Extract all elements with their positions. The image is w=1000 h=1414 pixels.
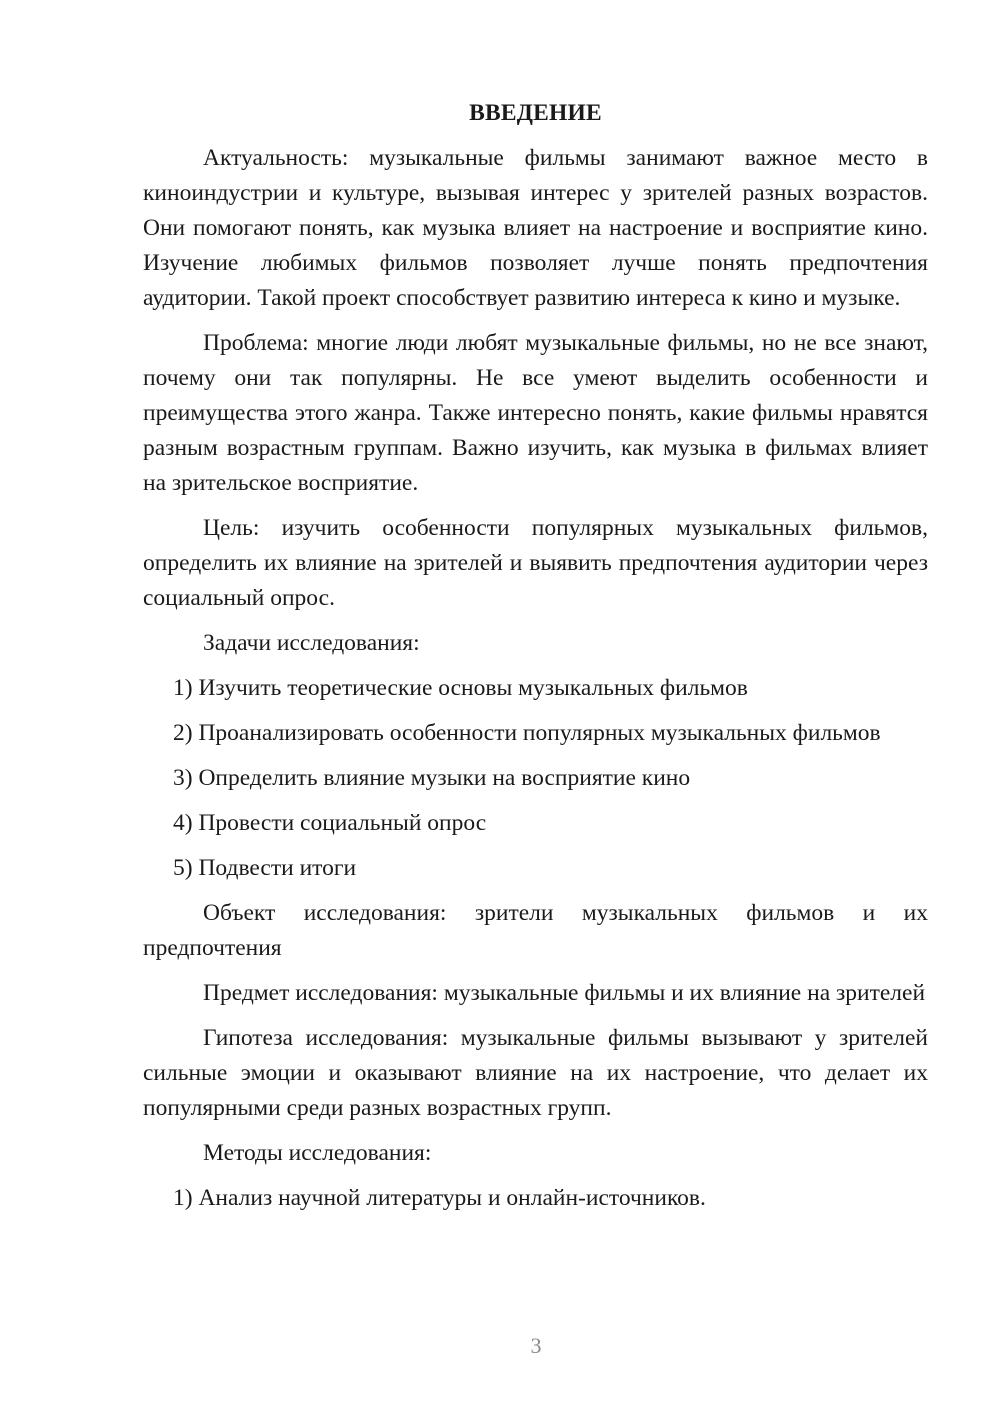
paragraph-relevance: Актуальность: музыкальные фильмы занимают важное место в киноиндустрии и культуре, вызывая интерес у зрителей разных возрастов. Они помогают понять, как музыка влияет на настроение и восприятие кино. Изучение любимых фильмов позволяет лучше понять предпочтения аудитории. Такой проект способствует развитию интереса к кино и музыке. <box>143 145 928 311</box>
tasks-heading: Задачи исследования: <box>203 630 420 656</box>
page-content <box>143 96 928 1226</box>
paragraph-subject: Предмет исследования: музыкальные фильмы и их влияние на зрителей <box>203 980 926 1006</box>
methods-heading: Методы исследования: <box>203 1140 432 1166</box>
page-number: 3 <box>530 1333 542 1358</box>
task-item-4: 4) Провести социальный опрос <box>173 810 487 836</box>
paragraph-problem: Проблема: многие люди любят музыкальные фильмы, но не все знают, почему они так популярны. Не все умеют выделить особенности и преимущества этого жанра. Также интересно понять, какие фильмы нравятся разным возрастным группам. Важно изучить, как музыка в фильмах влияет на зрительское восприятие. <box>143 330 928 496</box>
task-item-5: 5) Подвести итоги <box>173 855 357 881</box>
task-item-1: 1) Изучить теоретические основы музыкальных фильмов <box>173 675 748 701</box>
paragraph-hypothesis: Гипотеза исследования: музыкальные фильмы вызывают у зрителей сильные эмоции и оказывают влияние на их настроение, что делает их популярными среди разных возрастных групп. <box>143 1025 928 1121</box>
tasks-list <box>143 671 928 886</box>
paragraph-object: Объект исследования: зрители музыкальных фильмов и их предпочтения <box>143 900 928 961</box>
paragraph-goal: Цель: изучить особенности популярных музыкальных фильмов, определить их влияние на зрителей и выявить предпочтения аудитории через социальный опрос. <box>143 515 928 611</box>
method-item-1: 1) Анализ научной литературы и онлайн-источников. <box>173 1185 706 1211</box>
page-title: ВВЕДЕНИЕ <box>469 100 602 126</box>
task-item-3: 3) Определить влияние музыки на восприятие кино <box>173 765 691 791</box>
methods-list <box>143 1181 928 1216</box>
task-item-2: 2) Проанализировать особенности популярных музыкальных фильмов <box>173 720 881 746</box>
